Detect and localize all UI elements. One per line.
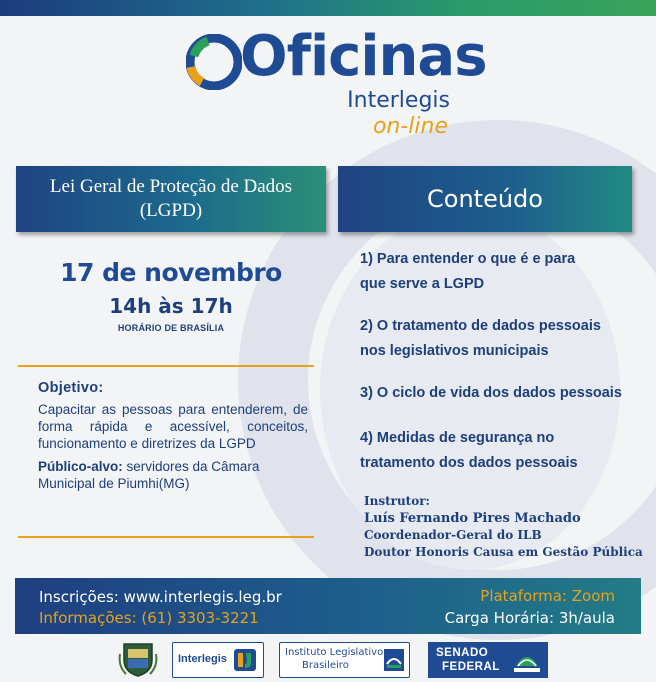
- ilb-logo: [279, 642, 410, 678]
- list-item-line: 3) O ciclo de vida dos dados pessoais: [360, 385, 622, 401]
- event-date: 17 de novembro: [60, 258, 282, 287]
- contents-list: [360, 247, 630, 493]
- event-timezone: HORÁRIO DE BRASÍLIA: [117, 323, 225, 333]
- list-item-line: 4) Medidas de segurança no: [360, 430, 555, 446]
- list-item-line: que serve a LGPD: [360, 276, 485, 292]
- senado-logo-line1: SENADO: [436, 647, 489, 659]
- logo-online: on-line: [372, 114, 448, 139]
- list-item-line: 1) Para entender o que é e para: [360, 251, 576, 267]
- senado-logo-line2: FEDERAL: [442, 661, 500, 673]
- instructor-label: Instrutor:: [364, 494, 430, 508]
- ilb-logo-line2: Brasileiro: [302, 660, 349, 671]
- senado-symbol-icon: [512, 646, 542, 674]
- objective-text: Capacitar as pessoas para entenderem, de forma rápida e acessível, conceitos, funcionamento e diretrizes da LGPD: [38, 402, 308, 451]
- contents-title-box: Conteúdo: [338, 166, 632, 232]
- audience-text: servidores da Câmara Municipal de Piumhi(MG): [38, 459, 260, 491]
- interlegis-symbol-icon: [232, 647, 258, 673]
- ilb-logo-line1: Instituto Legislativo: [285, 647, 384, 658]
- partner-logos: [0, 640, 656, 680]
- interlegis-logo: [172, 642, 264, 678]
- course-title-box: [16, 166, 326, 232]
- instructor-role: Coordenador-Geral do ILB: [364, 528, 542, 542]
- divider-bottom: [18, 536, 314, 538]
- footer-bar: [15, 578, 641, 634]
- course-title-line2: (LGPD): [139, 200, 203, 221]
- workload-info: Carga Horária: 3h/aula: [444, 609, 615, 627]
- list-item: [360, 426, 630, 476]
- course-title-line1: Lei Geral de Proteção de Dados: [49, 176, 293, 197]
- platform-info: Plataforma: Zoom: [480, 587, 615, 605]
- municipal-crest-icon: [118, 640, 158, 678]
- audience: [38, 458, 308, 492]
- logo-subtitle: Interlegis: [347, 88, 450, 113]
- objective-section: [38, 380, 308, 492]
- ilb-symbol-icon: [383, 648, 405, 672]
- event-time: 14h às 17h: [109, 294, 233, 318]
- logo-title: Oficinas: [240, 24, 487, 89]
- senado-federal-logo: [428, 642, 548, 678]
- logo-o-icon: [186, 34, 242, 90]
- instructor-section: [364, 493, 644, 561]
- objective-heading: Objetivo:: [38, 380, 104, 396]
- registration-link[interactable]: Inscrições: www.interlegis.leg.br: [39, 588, 282, 606]
- instructor-title: Doutor Honoris Causa em Gestão Pública: [364, 545, 643, 559]
- list-item: [360, 381, 630, 406]
- oficinas-logo: [186, 24, 487, 148]
- list-item-line: 2) O tratamento de dados pessoais: [360, 318, 601, 334]
- instructor-name: Luís Fernando Pires Machado: [364, 511, 581, 526]
- list-item: [360, 247, 630, 297]
- info-phone: Informações: (61) 3303-3221: [39, 609, 259, 627]
- interlegis-logo-text: Interlegis: [178, 653, 227, 665]
- list-item: [360, 314, 630, 364]
- top-gradient-stripe: [0, 0, 656, 16]
- divider-top: [18, 365, 314, 367]
- list-item-line: tratamento dos dados pessoais: [360, 455, 578, 471]
- list-item-line: nos legislativos municipais: [360, 343, 549, 359]
- audience-label: Público-alvo:: [38, 459, 123, 474]
